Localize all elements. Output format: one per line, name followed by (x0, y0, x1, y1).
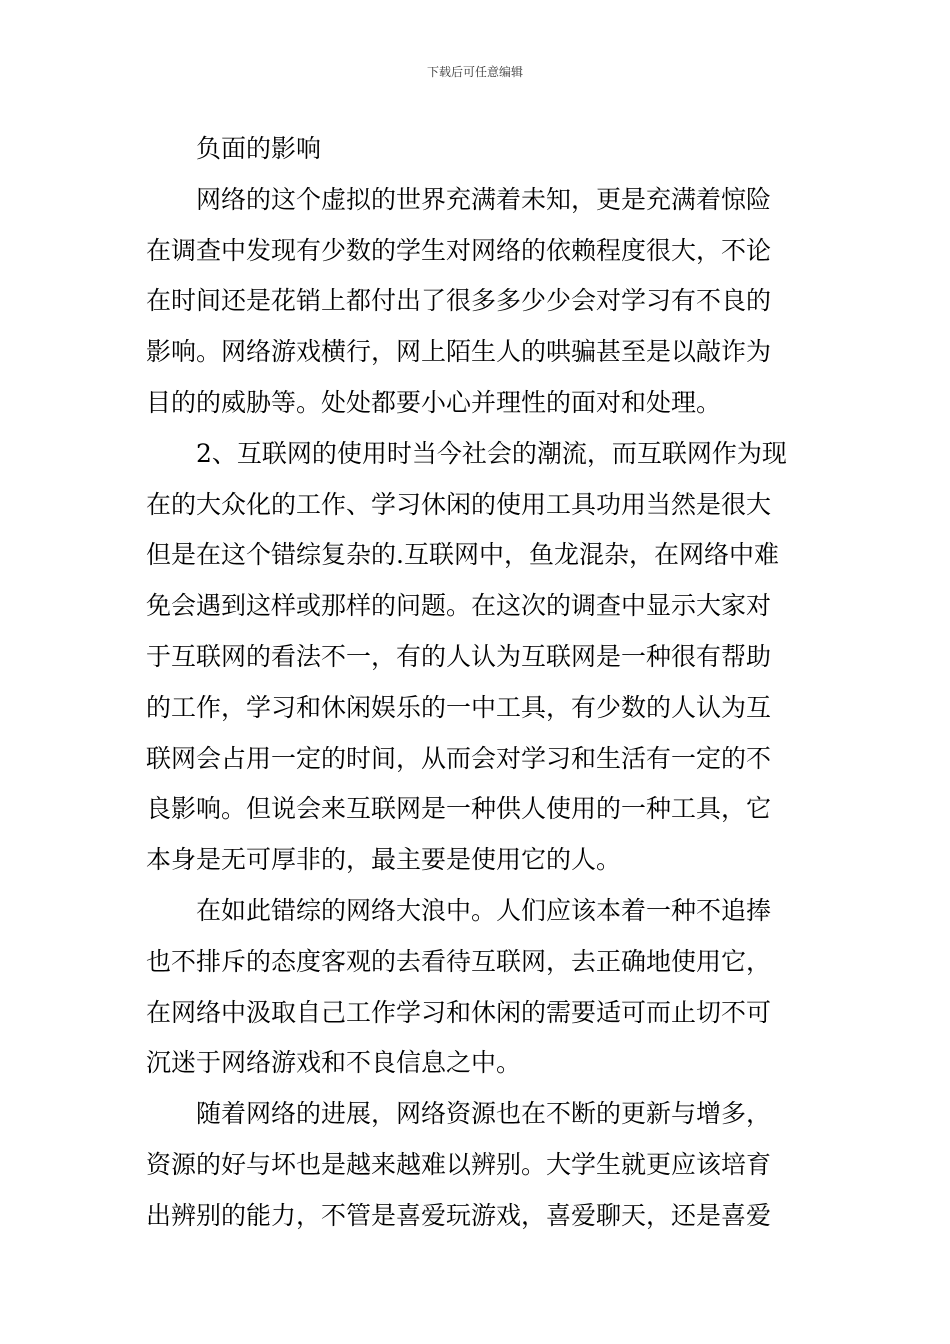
paragraph: 随着网络的进展，网络资源也在不断的更新与增多， 资源的好与坏也是越来越难以辨别。大学生就更应该培育 出辨别的能力，不管是喜爱玩游戏，喜爱聊天，还是喜爱 (146, 1099, 772, 1230)
paragraph-heading: 负面的影响 (196, 134, 322, 163)
paragraph: 网络的这个虚拟的世界充满着未知，更是充满着惊险 在调查中发现有少数的学生对网络的依赖程度很大，不论 在时间还是花销上都付出了很多多少少会对学习有不良的 影响。网络游戏横行，网上陌生人的哄骗甚至是以敲诈为 目的的威胁等。处处都要小心并理性的面对和处理。 (146, 184, 772, 417)
page-header: 下载后可任意编辑 (426, 65, 523, 79)
paragraph: 2、互联网的使用时当今社会的潮流，而互联网作为现 在的大众化的工作、学习休闲的使用工具功用当然是很大 但是在这个错综复杂的.互联网中，鱼龙混杂，在网络中难 免会遇到这样或那样的问题。在这次的调查中显示大家对 于互联网的看法不一，有的人认为互联网是一种很有帮助 的工作，学习和休闲娱乐的一中工具，有少数的人认为互 联网会占用一定的时间，从而会对学习和生活有一定的不 良影响。但说会来互联网是一种供人使用的一种工具，它 本身是无可厚非的，最主要是使用它的人。 (146, 438, 787, 875)
paragraph: 在如此错综的网络大浪中。人们应该本着一种不追捧 也不排斥的态度客观的去看待互联网，去正确地使用它， 在网络中汲取自己工作学习和休闲的需要适可而止切不可 沉迷于网络游戏和不良信息之中。 (146, 895, 772, 1078)
document-body (146, 124, 810, 1242)
